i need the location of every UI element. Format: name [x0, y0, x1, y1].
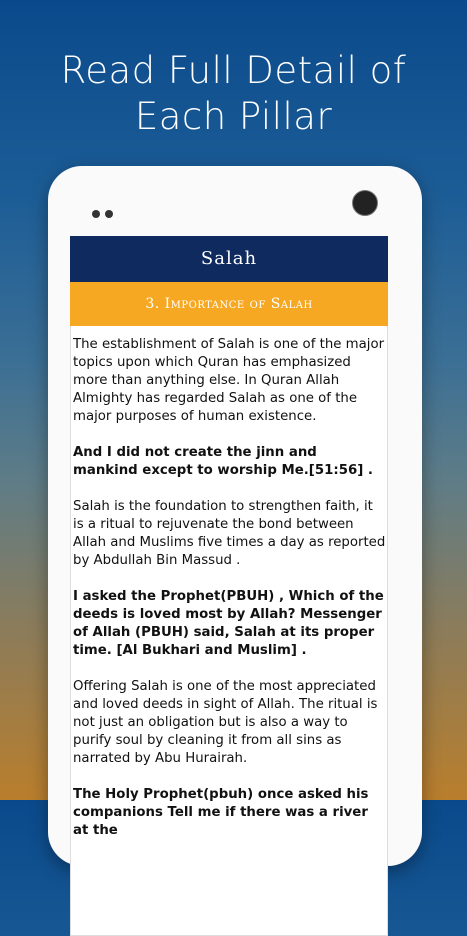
article-content[interactable]: [70, 326, 388, 840]
phone-frame: [48, 166, 422, 866]
paragraph: Offering Salah is one of the most appreciated and loved deeds in sight of Allah. The ritual is not just an obligation but is also a way to purify soul by cleaning it from all sins as narrated by Abu Hurairah.: [73, 679, 378, 766]
app-title: Salah: [200, 248, 258, 269]
headline-line-2: Each Pillar: [134, 95, 333, 138]
quote-paragraph: I asked the Prophet(PBUH) , Which of the deeds is loved most by Allah? Messenger of Allah (PBUH) said, Salah at its proper time. [Al Bukhari and Muslim] .: [73, 589, 384, 658]
quote-paragraph: And I did not create the jinn and mankind except to worship Me.[51:56] .: [73, 445, 373, 478]
phone-screen: [70, 236, 388, 936]
front-camera-icon: [352, 190, 378, 216]
quote-paragraph: The Holy Prophet(pbuh) once asked his companions Tell me if there was a river at the: [73, 787, 369, 838]
section-title: 3. Importance of Salah: [145, 296, 313, 312]
headline-line-1: Read Full Detail of: [60, 49, 407, 92]
app-title-bar: [70, 236, 388, 282]
promo-headline: [0, 48, 467, 140]
dot: [105, 210, 113, 218]
speaker-dots-icon: [92, 203, 118, 222]
section-header[interactable]: [70, 282, 388, 326]
paragraph: Salah is the foundation to strengthen faith, it is a ritual to rejuvenate the bond between Allah and Muslims five times a day as reported by Abdullah Bin Massud .: [73, 499, 386, 568]
paragraph: The establishment of Salah is one of the major topics upon which Quran has emphasized more than anything else. In Quran Allah Almighty has regarded Salah as one of the major purposes of human existence.: [73, 337, 385, 424]
dot: [92, 210, 100, 218]
